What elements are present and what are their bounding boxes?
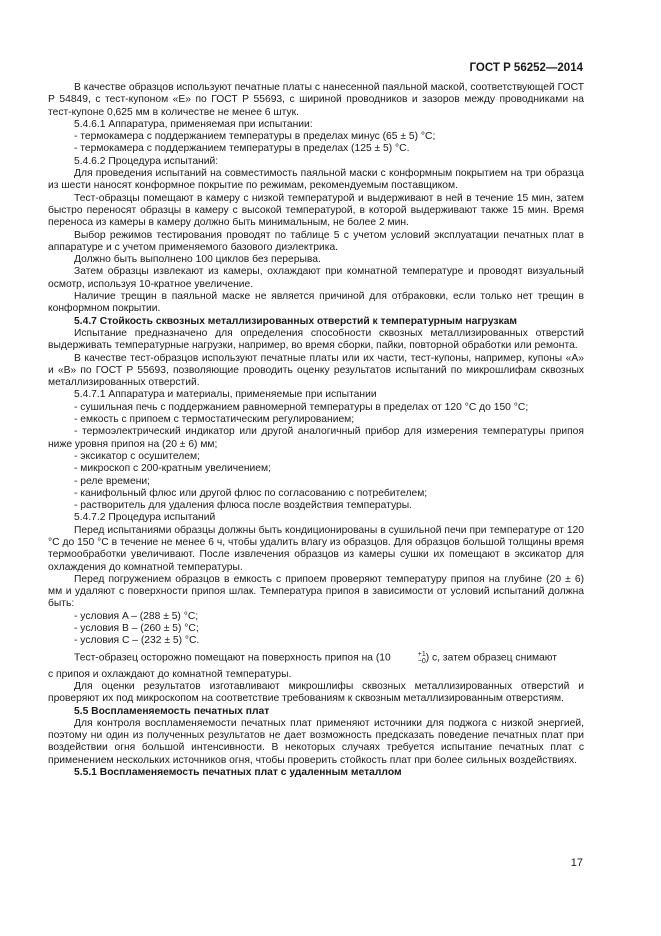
list-item: - термокамера с поддержанием температуры в пределах минус (65 ± 5) °C; — [74, 131, 436, 143]
paragraph: Должно быть выполнено 100 циклов без перерыва. — [74, 254, 321, 266]
standard-header: ГОСТ Р 56252—2014 — [469, 62, 583, 74]
list-item: - сушильная печь с поддержанием равномерной температуры в пределах от 120 °C до 150 °C; — [74, 401, 529, 413]
list-item: - условия A – (288 ± 5) °C; — [74, 610, 199, 622]
paragraph: Для контроля воспламеняемости печатных плат применяют источники для поджога с низкой энергией, поэтому ни один из полученных результатов не дает возможность предсказать поведение печатных плат при воздействии огня большой интенсивности. В некоторых случаях требуется испытание печатных плат с применением нескольких источников огня, чтобы проверить стойкость плат при более сильных воздействиях. — [48, 717, 584, 766]
document-body — [48, 82, 584, 779]
formula-text-after: ) с, затем образец снимают — [425, 652, 558, 664]
formula-paragraph — [48, 651, 584, 665]
formula-tolerance — [392, 651, 426, 665]
body-section-1 — [48, 82, 584, 648]
formula-sub: −0 — [417, 657, 426, 665]
section-heading: 5.4.7 Стойкость сквозных металлизированных отверстий к температурным нагрузкам — [74, 315, 518, 327]
formula-text-before: Тест-образец осторожно помещают на поверхность припоя на (10 — [74, 652, 391, 664]
paragraph: Тест-образцы помещают в камеру с низкой температурой и выдерживают в ней в течение 15 мин, затем быстро переносят образцы в камеру с высокой температурой, в которой выдерживают также 15 мин. Время переноса из камеры в камеру должно быть минимальным, не более 2 мин. — [48, 192, 584, 229]
list-item: - реле времени; — [74, 475, 151, 487]
paragraph: Испытание предназначено для определения способности сквозных металлизированных отверстий выдерживать температурные нагрузки, например, во время сборки, пайки, повторной обработки или ремонта. — [48, 327, 584, 352]
list-item: - условия B – (260 ± 5) °C; — [74, 623, 199, 635]
list-item: - эксикатор с осушителем; — [74, 450, 200, 462]
list-item: - термокамера с поддержанием температуры в пределах (125 ± 5) °C. — [74, 143, 410, 155]
section-heading: 5.5 Воспламеняемость печатных плат — [74, 705, 270, 717]
paragraph: Наличие трещин в паяльной маске не является причиной для отбраковки, если только нет трещин в конформном покрытии. — [48, 291, 584, 315]
paragraph: В качестве тест-образцов используют печатные платы или их части, тест-купоны, например, купоны «A» и «B» по ГОСТ Р 55693, позволяющие проводить оценку результатов испытаний по микрошлифам сквозных металлизированных отверстий. — [48, 352, 584, 389]
formula-sup: +1 — [417, 650, 426, 658]
paragraph: Затем образцы извлекают из камеры, охлаждают при комнатной температуре и проводят визуальный осмотр, используя 10-кратное увеличение. — [48, 266, 584, 290]
list-item: - микроскоп с 200-кратным увеличением; — [74, 463, 271, 475]
page-number: 17 — [570, 857, 583, 869]
list-item: - емкость с припоем с термостатическим регулированием; — [74, 414, 355, 426]
list-item: - условия C – (232 ± 5) °C. — [74, 635, 200, 647]
list-item: - растворитель для удаления флюса после воздействия температуры. — [74, 500, 413, 512]
paragraph: Выбор режимов тестирования проводят по таблице 5 с учетом условий эксплуатации печатных плат в аппаратуре и с учетом применяемого базового диэлектрика. — [48, 229, 584, 253]
paragraph: Перед погружением образцов в емкость с припоем проверяют температуру припоя на глубине (20 ± 6) мм и удаляют с поверхности припоя шлак. Температура припоя в зависимости от условий испытаний должна быть: — [48, 573, 584, 610]
section-heading: 5.5.1 Воспламеняемость печатных плат с удаленным металлом — [74, 767, 402, 779]
paragraph: с припоя и охлаждают до комнатной температуры. — [48, 668, 292, 680]
paragraph: В качестве образцов используют печатные платы с нанесенной паяльной маской, соответствующей ГОСТ Р 54849, с тест-купоном «E» по ГОСТ Р 55693, с шириной проводников и зазоров между проводниками на тест-купоне 0,625 мм в количестве не менее 6 штук. — [48, 82, 584, 118]
paragraph: Для оценки результатов изготавливают микрошлифы сквозных металлизированных отверстий и проверяют их под микроскопом на соответствие требованиям к сквозным металлизированным отверстиям. — [48, 680, 584, 705]
paragraph: 5.4.6.1 Аппаратура, применяемая при испытании: — [74, 118, 313, 130]
paragraph: 5.4.7.1 Аппаратура и материалы, применяемые при испытании — [74, 389, 377, 401]
paragraph: Перед испытаниями образцы должны быть кондиционированы в сушильной печи при температуре от 120 °C до 150 °C в течение не менее 6 ч, чтобы удалить влагу из образцов. Для образцов большой толщины время термообработки увеличивают. После извлечения образцов из камеры сушки их помещают в эксикатор для охлаждения до комнатной температуры. — [48, 524, 584, 573]
paragraph: Для проведения испытаний на совместимость паяльной маски с конформным покрытием на три образца из шести наносят конформное покрытие по режимам, рекомендуемым поставщиком. — [48, 168, 584, 192]
list-item: - канифольный флюс или другой флюс по согласованию с потребителем; — [74, 487, 428, 499]
body-section-2 — [48, 669, 584, 780]
paragraph: 5.4.6.2 Процедура испытаний: — [74, 155, 219, 167]
list-item: - термоэлектрический индикатор или другой аналогичный прибор для измерения температуры припоя ниже уровня припоя на (20 ± 6) мм; — [48, 426, 584, 450]
paragraph: 5.4.7.2 Процедура испытаний — [74, 512, 216, 524]
